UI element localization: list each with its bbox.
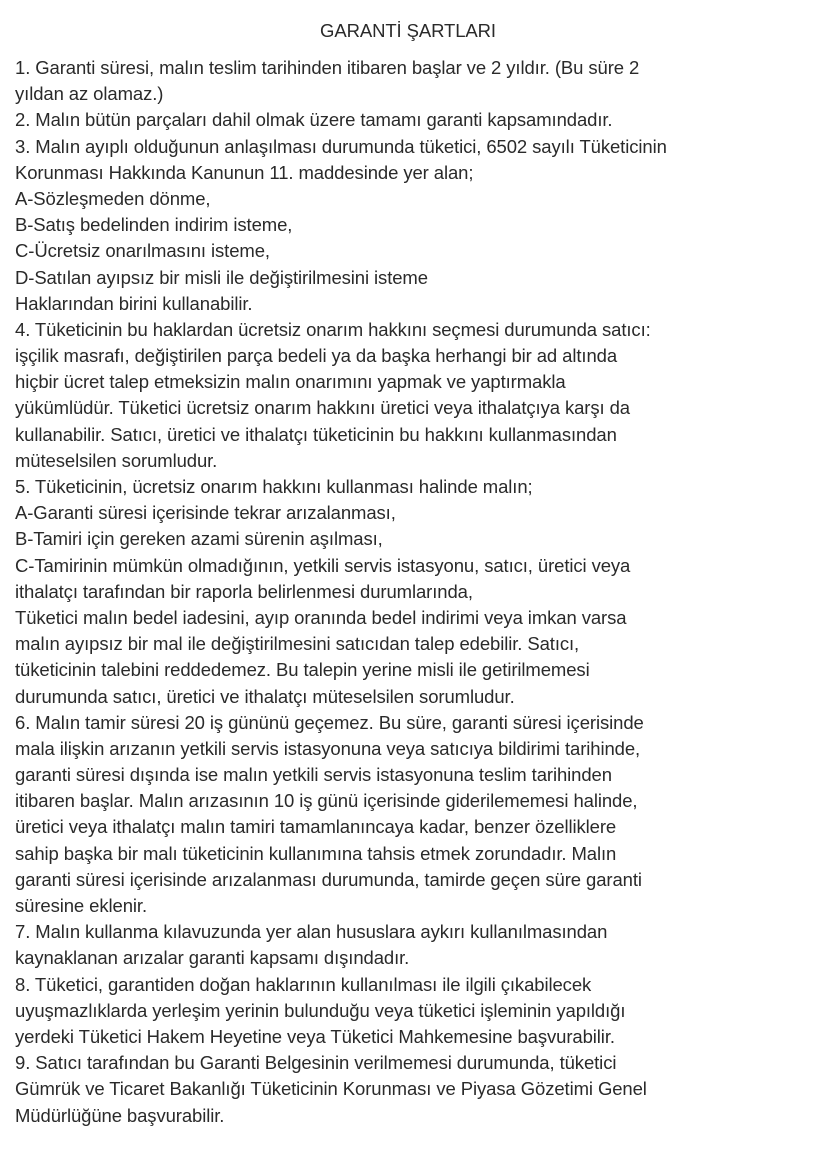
- text-line: B-Tamiri için gereken azami sürenin aşılması,: [15, 528, 383, 550]
- text-line: A-Sözleşmeden dönme,: [15, 187, 211, 209]
- text-line: itibaren başlar. Malın arızasının 10 iş günü içerisinde giderilememesi halinde,: [15, 790, 638, 812]
- text-line: Haklarından birini kullanabilir.: [15, 292, 253, 314]
- document-title: GARANTİ ŞARTLARI: [320, 20, 496, 41]
- text-line: C-Tamirinin mümkün olmadığının, yetkili servis istasyonu, satıcı, üretici veya: [15, 554, 631, 576]
- text-line: A-Garanti süresi içerisinde tekrar arızalanması,: [15, 502, 396, 524]
- text-line: 7. Malın kullanma kılavuzunda yer alan hususlara aykırı kullanılmasından: [15, 921, 608, 943]
- text-line: işçilik masrafı, değiştirilen parça bedeli ya da başka herhangi bir ad altında: [15, 345, 618, 367]
- text-line: müteselsilen sorumludur.: [15, 449, 218, 471]
- text-line: 1. Garanti süresi, malın teslim tarihinden itibaren başlar ve 2 yıldır. (Bu süre 2: [15, 57, 640, 78]
- text-line: malın ayıpsız bir mal ile değiştirilmesini satıcıdan talep edebilir. Satıcı,: [15, 633, 580, 655]
- text-line: 5. Tüketicinin, ücretsiz onarım hakkını kullanması halinde malın;: [15, 476, 533, 497]
- text-line: Tüketici malın bedel iadesini, ayıp oranında bedel indirimi veya imkan varsa: [15, 606, 627, 628]
- text-line: ithalatçı tarafından bir raporla belirlenmesi durumlarında,: [15, 580, 473, 602]
- text-line: tüketicinin talebini reddedemez. Bu talepin yerine misli ile getirilmemesi: [15, 659, 590, 681]
- text-line: Müdürlüğüne başvurabilir.: [15, 1104, 225, 1126]
- text-line: kullanabilir. Satıcı, üretici ve ithalatçı tüketicinin bu hakkını kullanmasından: [15, 423, 617, 445]
- text-line: garanti süresi içerisinde arızalanması durumunda, tamirde geçen süre garanti: [15, 868, 642, 890]
- text-line: 6. Malın tamir süresi 20 iş gününü geçemez. Bu süre, garanti süresi içerisinde: [15, 711, 644, 733]
- text-line: Gümrük ve Ticaret Bakanlığı Tüketicinin Korunması ve Piyasa Gözetimi Genel: [15, 1078, 647, 1100]
- text-line: yıldan az olamaz.): [15, 83, 164, 105]
- text-line: üretici veya ithalatçı malın tamiri tamamlanıncaya kadar, benzer özelliklere: [15, 816, 617, 838]
- text-line: mala ilişkin arızanın yetkili servis istasyonuna veya satıcıya bildirimi tarihinde,: [15, 737, 641, 759]
- text-line: D-Satılan ayıpsız bir misli ile değiştirilmesini isteme: [15, 266, 428, 288]
- text-line: yükümlüdür. Tüketici ücretsiz onarım hakkını üretici veya ithalatçıya karşı da: [15, 397, 630, 419]
- text-line: B-Satış bedelinden indirim isteme,: [15, 214, 293, 236]
- text-line: durumunda satıcı, üretici ve ithalatçı müteselsilen sorumludur.: [15, 685, 515, 707]
- text-line: hiçbir ücret talep etmeksizin malın onarımını yapmak ve yaptırmakla: [15, 371, 566, 393]
- text-line: uyuşmazlıklarda yerleşim yerinin bulunduğu veya tüketici işleminin yapıldığı: [15, 999, 626, 1021]
- document-body: [15, 55, 816, 1129]
- text-line: kaynaklanan arızalar garanti kapsamı dışındadır.: [15, 947, 410, 969]
- text-line: süresine eklenir.: [15, 895, 147, 916]
- text-line: C-Ücretsiz onarılmasını isteme,: [15, 240, 270, 262]
- text-line: yerdeki Tüketici Hakem Heyetine veya Tüketici Mahkemesine başvurabilir.: [15, 1025, 615, 1047]
- text-line: garanti süresi dışında ise malın yetkili servis istasyonuna teslim tarihinden: [15, 764, 612, 786]
- text-line: 9. Satıcı tarafından bu Garanti Belgesinin verilmemesi durumunda, tüketici: [15, 1052, 617, 1074]
- text-line: Korunması Hakkında Kanunun 11. maddesinde yer alan;: [15, 161, 474, 183]
- text-line: 8. Tüketici, garantiden doğan haklarının kullanılması ile ilgili çıkabilecek: [15, 973, 592, 995]
- text-line: 3. Malın ayıplı olduğunun anlaşılması durumunda tüketici, 6502 sayılı Tüketicinin: [15, 135, 667, 157]
- text-line: 4. Tüketicinin bu haklardan ücretsiz onarım hakkını seçmesi durumunda satıcı:: [15, 318, 651, 340]
- text-line: 2. Malın bütün parçaları dahil olmak üzere tamamı garanti kapsamındadır.: [15, 109, 613, 131]
- text-line: sahip başka bir malı tüketicinin kullanımına tahsis etmek zorundadır. Malın: [15, 842, 617, 864]
